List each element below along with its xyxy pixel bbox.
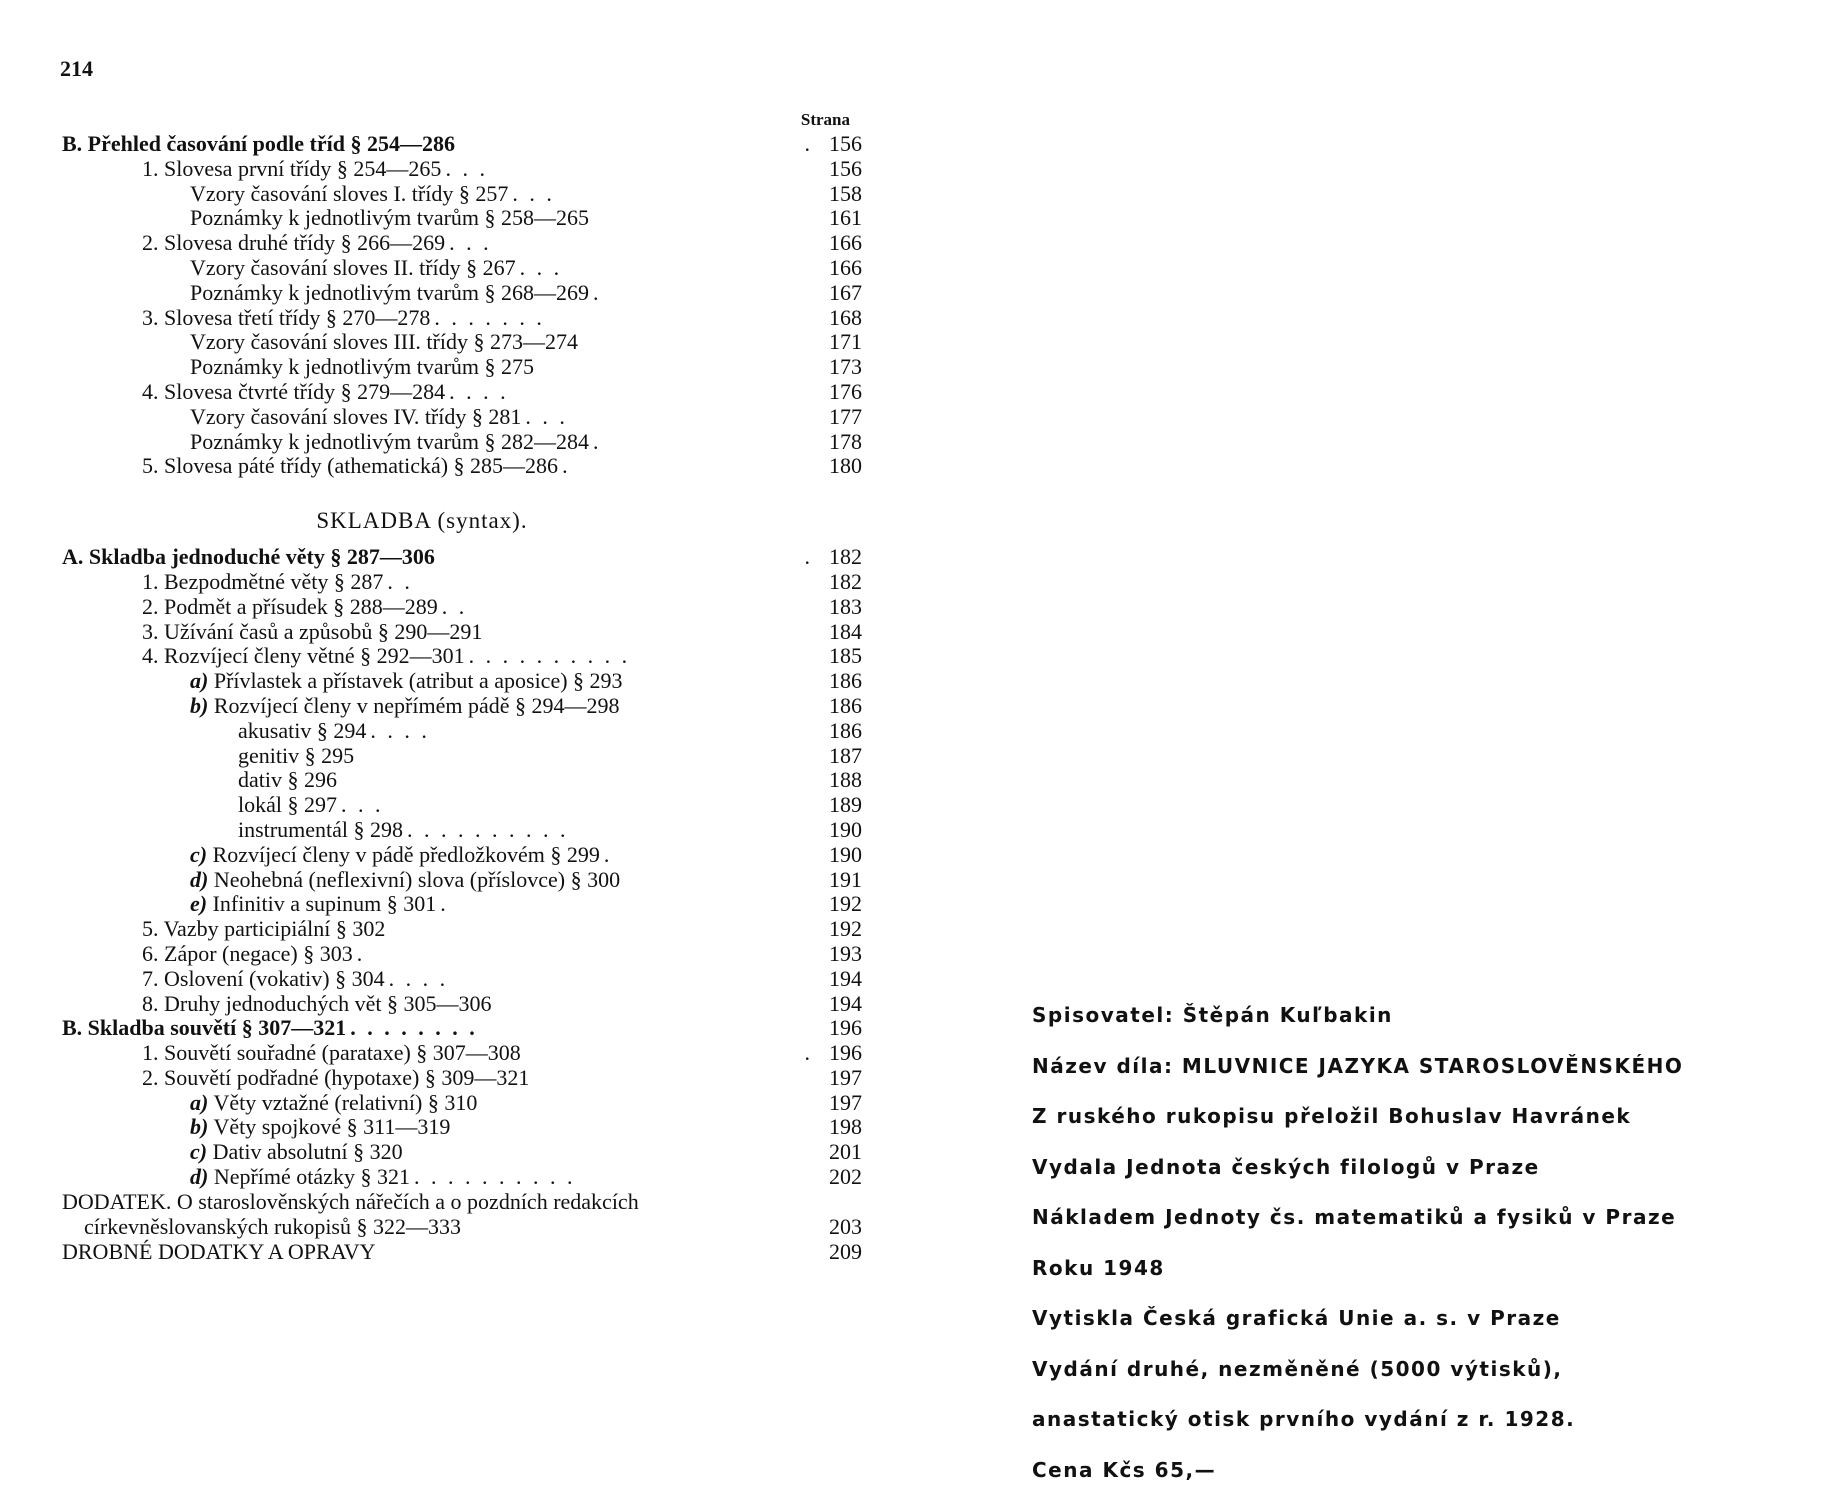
toc-entry (62, 818, 862, 843)
toc-entry-title: 2. Slovesa druhé třídy § 266—269 (142, 230, 446, 256)
toc-leader-dots: . . . . (449, 378, 509, 404)
toc-leader-dots: . . . . . . . (434, 304, 545, 330)
toc-entry-page: 177 (829, 403, 862, 429)
toc-entry (62, 694, 862, 719)
toc-entry (62, 967, 862, 992)
toc-entry-page: 190 (829, 816, 862, 842)
toc-entry-page: 209 (829, 1238, 862, 1264)
toc-entry (62, 330, 862, 355)
toc-entry (62, 1016, 862, 1041)
toc-entry-text (62, 545, 435, 570)
toc-entry-text (142, 454, 571, 479)
toc-leader-dots: . . . (341, 792, 384, 818)
toc-entry-text (190, 330, 578, 355)
toc-leader-dots: . (440, 891, 449, 917)
toc-entry-text (190, 1091, 477, 1116)
toc-entry (62, 620, 862, 645)
colophon-line: Nákladem Jednoty čs. matematiků a fysiků v Praze (1032, 1205, 1677, 1229)
toc-leader-dots: . . (387, 568, 413, 594)
toc-entry-text (190, 355, 534, 380)
toc-leader-dot: . (804, 131, 810, 156)
toc-entry-title: dativ § 296 (238, 767, 337, 793)
toc-entry-page: 183 (829, 593, 862, 619)
toc-leader-dots: . . . . (370, 717, 430, 743)
toc-entry-title: 1. Slovesa první třídy § 254—265 (142, 155, 442, 181)
toc-entry (62, 1140, 862, 1165)
toc-entry-page: 191 (829, 866, 862, 892)
toc-entry (62, 669, 862, 694)
toc-entry (62, 719, 862, 744)
colophon-line: Vydání druhé, nezměněné (5000 výtisků), (1032, 1356, 1563, 1381)
toc-entry (62, 355, 862, 380)
toc-entry (62, 793, 862, 818)
toc-entry (62, 1041, 862, 1066)
toc-entry-title: Neohebná (neflexivní) slova (příslovce) § 300 (213, 866, 621, 892)
toc-entry-text (238, 818, 568, 843)
toc-entry (62, 1066, 862, 1091)
toc-entry-text (190, 256, 562, 281)
toc-entry (62, 843, 862, 868)
toc-entry-text (142, 380, 509, 405)
toc-entry-page: 196 (829, 1040, 862, 1066)
toc-entry-text (142, 595, 467, 620)
toc-entry-title: Vzory časování sloves IV. třídy § 281 (190, 403, 522, 429)
toc-entry-title: Rozvíjecí členy v nepřímém pádě § 294—298 (213, 692, 620, 718)
toc-entry (62, 595, 862, 620)
toc-entry-title: akusativ § 294 (238, 717, 367, 743)
toc-entry-title: B. Skladba souvětí § 307—321 (62, 1015, 347, 1041)
toc-entry-text (190, 843, 612, 868)
toc-entry-text (62, 1016, 478, 1041)
toc-entry (62, 380, 862, 405)
toc-entry-title: Poznámky k jednotlivým tvarům § 268—269 (190, 279, 590, 305)
toc-entry-page: 171 (829, 329, 862, 355)
toc-entry-title: 8. Druhy jednoduchých vět § 305—306 (142, 990, 492, 1016)
toc-entry-text (142, 992, 492, 1017)
toc-entry-title: 1. Bezpodmětné věty § 287 (142, 568, 384, 594)
toc-entry-title: Vzory časování sloves I. třídy § 257 (190, 180, 509, 206)
toc-entry-page: 186 (829, 717, 862, 743)
toc-entry-title: 4. Slovesa čtvrté třídy § 279—284 (142, 378, 446, 404)
toc-entry-page: 156 (829, 155, 862, 181)
toc-entry-page: 202 (829, 1164, 862, 1190)
toc-entry-page: 182 (829, 568, 862, 594)
toc-entry (62, 644, 862, 669)
toc-entry-text (142, 231, 492, 256)
toc-entry-page: 194 (829, 990, 862, 1016)
toc-entry-title: Nepřímé otázky § 321 (213, 1164, 410, 1190)
toc-entry (62, 405, 862, 430)
toc-entry-title: instrumentál § 298 (238, 816, 403, 842)
toc-entry (62, 942, 862, 967)
toc-entry-text (190, 405, 568, 430)
toc-entry-page: 182 (829, 544, 862, 570)
toc-entry-title: 1. Souvětí souřadné (parataxe) § 307—308 (142, 1040, 521, 1066)
toc-entry-title: 2. Podmět a přísudek § 288—289 (142, 593, 438, 619)
colophon-line: Vydala Jednota českých filologů v Praze (1032, 1154, 1540, 1179)
toc-entry-title: Rozvíjecí členy v pádě předložkovém § 299 (212, 841, 600, 867)
toc-entry-text (142, 1041, 521, 1066)
toc-entry-page: 189 (829, 792, 862, 818)
toc-entry-page: 194 (829, 965, 862, 991)
toc-entry-text (190, 669, 623, 694)
toc-leader-dots: . (356, 940, 366, 966)
toc-entry-page: 187 (829, 742, 862, 768)
colophon (1032, 990, 1812, 1495)
toc-leader-dots: . . . (449, 230, 492, 256)
toc-entry-text (238, 768, 337, 793)
toc-entry-letter: a) (190, 668, 209, 694)
toc-entry-page: 166 (829, 230, 862, 256)
toc-entry-title: Poznámky k jednotlivým tvarům § 275 (190, 354, 535, 380)
toc-entry-title: 4. Rozvíjecí členy větné § 292—301 (142, 643, 465, 669)
toc-entry-title: 3. Užívání časů a způsobů § 290—291 (142, 618, 483, 644)
toc-entry-text: DROBNÉ DODATKY A OPRAVY (62, 1238, 376, 1264)
toc-entry-title: 2. Souvětí podřadné (hypotaxe) § 309—321 (142, 1064, 530, 1090)
page-column-header: Strana (800, 110, 850, 129)
colophon-line: Z ruského rukopisu přeložil Bohuslav Havránek (1032, 1104, 1632, 1128)
toc-entry-text (190, 868, 620, 893)
toc-entry-text (190, 1165, 575, 1190)
toc-entry-letter: b) (190, 1114, 209, 1140)
toc-section-syntax (62, 545, 862, 1190)
toc-entry (62, 744, 862, 769)
toc-entry-text (142, 917, 385, 942)
section-title-syntax: SKLADBA (syntax). (316, 508, 528, 534)
colophon-line: Spisovatel: Štěpán Kuľbakin (1032, 1003, 1393, 1027)
toc-leader-dots: . . . . (388, 965, 449, 991)
toc-entry-text (190, 281, 602, 306)
toc-entry (62, 1091, 862, 1116)
toc-entry-text (190, 892, 449, 917)
toc-entry-letter: d) (190, 866, 209, 892)
toc-entry (62, 917, 862, 942)
toc-entry-page: 198 (829, 1114, 862, 1140)
toc-leader-dots: . (603, 841, 613, 867)
toc-entry-text (190, 1140, 403, 1165)
toc-entry (62, 231, 862, 256)
toc-entry (62, 1115, 862, 1140)
toc-entry (62, 1165, 862, 1190)
toc-entry-page: 167 (829, 279, 862, 305)
toc-entry-page: 173 (829, 354, 862, 380)
toc-entry (62, 454, 862, 479)
toc-entry-page: 196 (829, 1015, 862, 1041)
toc-entry-page: 176 (829, 378, 862, 404)
toc-entry-title: Věty spojkové § 311—319 (213, 1114, 451, 1140)
toc-entry-text (142, 306, 545, 331)
toc-entry (62, 992, 862, 1017)
toc-entry-title: 6. Zápor (negace) § 303 (142, 940, 353, 966)
toc-entry-text (238, 793, 384, 818)
toc-entry-page: 156 (829, 131, 862, 156)
toc-entry-page: 185 (829, 643, 862, 669)
toc-entry-page: 178 (829, 428, 862, 454)
toc-entry-page: 166 (829, 254, 862, 280)
toc-leader-dots: . . (441, 593, 468, 619)
toc-leader-dots: . . . (512, 180, 555, 206)
toc-entry-dodatek (62, 1190, 862, 1240)
toc-entry-text (238, 719, 430, 744)
toc-entry (62, 206, 862, 231)
toc-entry-text (142, 967, 448, 992)
toc-entry-title: Dativ absolutní § 320 (212, 1139, 403, 1165)
toc-entry-page: 197 (829, 1064, 862, 1090)
toc-entry (62, 306, 862, 331)
toc-entry-title: genitiv § 295 (238, 742, 355, 768)
toc-entry-letter: d) (190, 1164, 209, 1190)
colophon-line: Roku 1948 (1032, 1255, 1165, 1280)
colophon-line: Cena Kčs 65,— (1032, 1457, 1217, 1482)
toc-entry-page: 192 (829, 916, 862, 942)
toc-entry-page: 193 (829, 940, 862, 966)
toc-entry-title: 3. Slovesa třetí třídy § 270—278 (142, 304, 431, 330)
toc-entry-page: 186 (829, 692, 862, 718)
toc-entry-title: Vzory časování sloves II. třídy § 267 (190, 254, 516, 280)
toc-entry-text (190, 694, 620, 719)
toc-leader-dots: . . . . . . . . . . (468, 643, 631, 669)
toc-entry-text (190, 1115, 450, 1140)
toc-leader-dot: . (804, 1040, 810, 1066)
colophon-line: anastatický otisk prvního vydání z r. 1928. (1032, 1407, 1576, 1431)
toc-entry-page: 190 (829, 841, 862, 867)
toc-entry-title: 5. Slovesa páté třídy (athematická) § 285—286 (142, 453, 559, 479)
toc-entry-letter: c) (190, 1139, 208, 1165)
colophon-line: Název díla: MLUVNICE JAZYKA STAROSLOVĚNSKÉHO (1032, 1053, 1684, 1078)
toc-entry-title: lokál § 297 (238, 792, 337, 818)
toc-entry-title: Přívlastek a přístavek (atribut a aposice) § 293 (213, 668, 623, 694)
toc-entry-text (142, 644, 630, 669)
toc-entry (62, 768, 862, 793)
toc-entry (62, 182, 862, 207)
toc-entry-title: Věty vztažné (relativní) § 310 (213, 1089, 478, 1115)
toc-entry-page: 192 (829, 891, 862, 917)
toc-entry-page: 201 (829, 1139, 862, 1165)
toc-entry-text (62, 132, 455, 157)
toc-entry (62, 157, 862, 182)
toc-entry-title: B. Přehled časování podle tříd § 254—286 (62, 131, 455, 156)
toc-leader-dots: . . . (525, 403, 568, 429)
toc-entry-title: 7. Oslovení (vokativ) § 304 (142, 965, 385, 991)
table-of-contents (62, 108, 862, 1265)
toc-entry-text (190, 182, 555, 207)
toc-leader-dots: . . . . . . . . . . (413, 1164, 576, 1190)
toc-entry-text (142, 620, 482, 645)
toc-entry (62, 868, 862, 893)
toc-entry-text (238, 744, 354, 769)
toc-entry (62, 132, 862, 157)
toc-entry-text (142, 1066, 529, 1091)
toc-entry-title: Vzory časování sloves III. třídy § 273—274 (190, 329, 578, 355)
toc-entry (62, 892, 862, 917)
toc-entry-text (142, 570, 413, 595)
toc-entry-title: Poznámky k jednotlivým tvarům § 258—265 (190, 205, 590, 231)
toc-section-conjugation (62, 132, 862, 479)
toc-leader-dots: . . . . . . . . (350, 1015, 478, 1041)
toc-entry-text: DODATEK. O staroslověnských nářečích a o pozdních redakcích (62, 1188, 639, 1214)
toc-entry (62, 430, 862, 455)
toc-entry-letter: c) (190, 841, 208, 867)
page-number: 214 (60, 56, 93, 81)
toc-entry-text (142, 157, 488, 182)
toc-entry-text-continued: církevněslovanských rukopisů § 322—333 (84, 1213, 461, 1239)
toc-entry-title: Poznámky k jednotlivým tvarům § 282—284 (190, 428, 590, 454)
toc-entry (62, 545, 862, 570)
toc-entry (62, 570, 862, 595)
toc-entry-page: 168 (829, 304, 862, 330)
toc-entry-title: 5. Vazby participiální § 302 (142, 916, 386, 942)
toc-entry-letter: e) (190, 891, 208, 917)
toc-entry-page: 188 (829, 767, 862, 793)
toc-entry-page: 197 (829, 1089, 862, 1115)
toc-leader-dots: . (562, 453, 571, 479)
toc-leader-dots: . (593, 279, 602, 305)
toc-entry-page: 180 (829, 453, 862, 479)
toc-leader-dots: . . . (519, 254, 563, 280)
toc-entry-letter: b) (190, 692, 209, 718)
toc-entry-letter: a) (190, 1089, 209, 1115)
toc-entry-text (190, 206, 589, 231)
toc-leader-dots: . (593, 428, 602, 454)
toc-entry-page: 161 (829, 205, 862, 231)
toc-leader-dots: . . . . . . . . . . (406, 816, 569, 842)
toc-entry (62, 256, 862, 281)
toc-leader-dot: . (804, 544, 810, 570)
toc-entry-page: 186 (829, 668, 862, 694)
toc-entry-page: 184 (829, 618, 862, 644)
toc-entry-title: Infinitiv a supinum § 301 (212, 891, 437, 917)
toc-entry-page: 158 (829, 180, 862, 206)
toc-entry (62, 281, 862, 306)
toc-entry-page: 203 (829, 1213, 862, 1239)
toc-entry-text (190, 430, 602, 455)
toc-entry-drobne-dodatky (62, 1240, 862, 1265)
toc-leader-dots: . . . (445, 155, 488, 181)
toc-entry-text (142, 942, 365, 967)
toc-entry-title: A. Skladba jednoduché věty § 287—306 (62, 544, 435, 570)
colophon-line: Vytiskla Česká grafická Unie a. s. v Praze (1032, 1306, 1561, 1330)
